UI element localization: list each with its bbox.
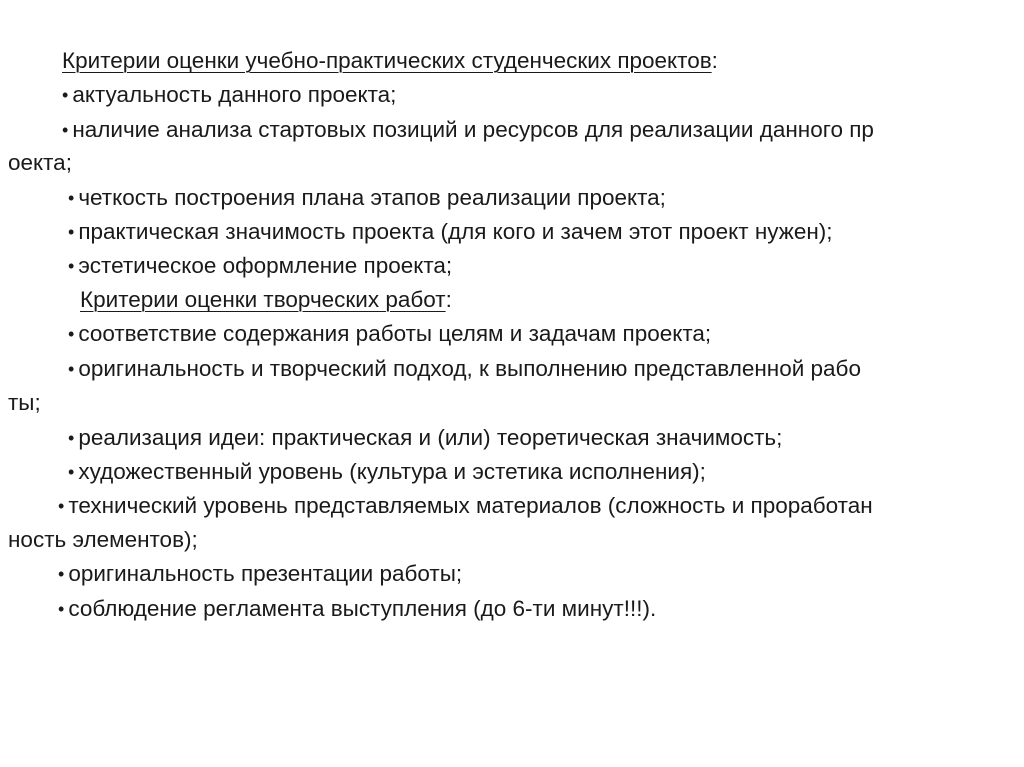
bullet-icon: • [58,564,65,584]
section-1-heading [62,44,718,78]
list-item-text: художественный уровень (культура и эстетика исполнения); [78,459,706,484]
list-item-text: четкость построения плана этапов реализации проекта; [78,185,666,210]
list-item [68,181,666,216]
list-item-continuation [8,386,41,420]
bullet-icon: • [68,324,75,344]
list-item-text: наличие анализа стартовых позиций и ресурсов для реализации данного пр [72,117,874,142]
bullet-icon: • [58,496,65,516]
list-item [58,489,873,524]
list-item [58,592,656,627]
list-item-text: технический уровень представляемых материалов (сложность и проработан [68,493,873,518]
list-item [68,421,782,456]
list-item [68,352,861,387]
list-item-text: оекта; [8,150,72,175]
bullet-icon: • [68,188,75,208]
list-item [68,215,833,250]
list-item-text: эстетическое оформление проекта; [78,253,453,278]
list-item [62,78,396,113]
list-item-continuation [8,146,72,180]
list-item-text: соответствие содержания работы целям и задачам проекта; [78,321,712,346]
list-item-text: оригинальность и творческий подход, к выполнению представленной рабо [78,356,861,381]
bullet-icon: • [68,256,75,276]
list-item-text: ность элементов); [8,527,198,552]
bullet-icon: • [62,85,69,105]
list-item [68,455,706,490]
section-2-heading-colon: : [445,287,452,312]
bullet-icon: • [68,222,75,242]
bullet-icon: • [62,120,69,140]
list-item-continuation [8,523,198,557]
bullet-icon: • [68,428,75,448]
section-2-heading [80,283,452,317]
section-1-heading-colon: : [711,48,718,73]
bullet-icon: • [68,359,75,379]
list-item [68,249,452,284]
bullet-icon: • [58,599,65,619]
list-item-text: реализация идеи: практическая и (или) теоретическая значимость; [78,425,783,450]
list-item-text: ты; [8,390,41,415]
list-item [62,113,874,148]
section-2-heading-text: Критерии оценки творческих работ [80,287,446,312]
list-item-text: соблюдение регламента выступления (до 6-ти минут!!!). [68,596,657,621]
list-item-text: актуальность данного проекта; [72,82,397,107]
list-item [58,557,462,592]
section-1-heading-text: Критерии оценки учебно-практических студенческих проектов [62,48,712,73]
list-item-text: оригинальность презентации работы; [68,561,463,586]
bullet-icon: • [68,462,75,482]
list-item [68,317,711,352]
list-item-text: практическая значимость проекта (для кого и зачем этот проект нужен); [78,219,833,244]
